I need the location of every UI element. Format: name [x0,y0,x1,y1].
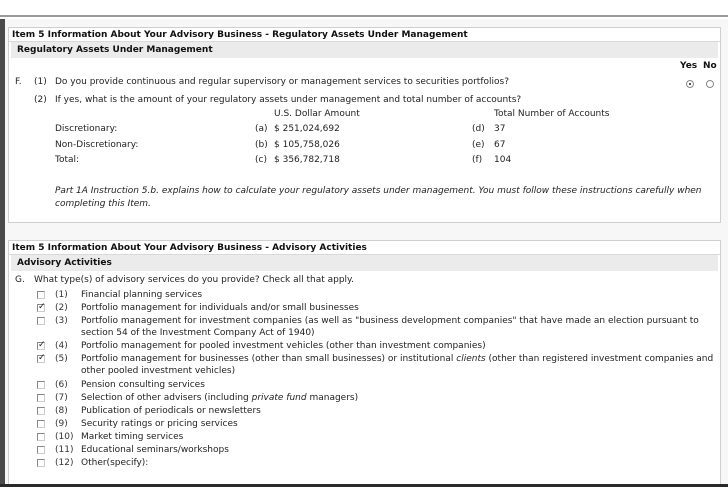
item-number: (11) [55,445,74,455]
service-checkbox[interactable] [37,394,45,402]
service-checkbox[interactable] [37,355,45,363]
item-number: (3) [55,316,68,326]
dollar-amount-header: U.S. Dollar Amount [274,109,360,119]
service-checkbox[interactable] [37,420,45,428]
item-label-emphasis: clients [456,354,486,364]
instruction-note-cont: completing this Item. [55,199,151,209]
item-number: (8) [55,406,68,416]
item-label: Financial planning services [81,290,203,300]
count-key: (f) [472,155,483,165]
amount-key: (c) [255,155,267,165]
question-2-text: If yes, what is the amount of your regulatory assets under management and total number of accounts? [55,95,522,105]
item-label: Portfolio management for pooled investment vehicles (other than investment companies) [81,341,486,351]
item-label [81,393,358,403]
yes-radio[interactable] [686,80,694,88]
item-label: Portfolio management for investment companies (as well as "business development companies" that have made an election pursuant to [81,316,699,326]
question-1-text: Do you provide continuous and regular supervisory or management services to securities portfolios? [55,77,509,87]
item-label-continuation: section 54 of the Investment Company Act of 1940) [81,328,315,338]
service-checkbox[interactable] [37,317,45,325]
amount-key: (a) [255,124,268,134]
discretionary-amount: $ 251,024,692 [274,124,340,134]
total-amount: $ 356,782,718 [274,155,340,165]
instruction-note: Part 1A Instruction 5.b. explains how to calculate your regulatory assets under management. You must follow these instructions carefully when [55,186,702,196]
item-number: (4) [55,341,68,351]
window-top-strip [0,0,728,17]
item-label-continuation: other pooled investment vehicles) [81,366,236,376]
item-number: (5) [55,354,68,364]
item-label: Security ratings or pricing services [81,419,238,429]
item-label [81,354,713,364]
question-text: What type(s) of advisory services do you provide? Check all that apply. [34,275,354,285]
item-label: Pension consulting services [81,380,205,390]
non-discretionary-amount: $ 105,758,026 [274,140,340,150]
service-checkbox[interactable] [37,342,45,350]
item-label-emphasis: private fund [251,393,307,403]
count-key: (e) [472,140,485,150]
item-label-part: managers) [306,393,359,403]
advisory-activities-panel [8,240,721,485]
row-label: Discretionary: [55,124,118,134]
row-label: Total: [55,155,80,165]
total-count: 104 [494,155,512,165]
regulatory-assets-panel [8,27,721,223]
accounts-header: Total Number of Accounts [494,109,610,119]
count-key: (d) [472,124,485,134]
non-discretionary-count: 67 [494,140,506,150]
discretionary-count: 37 [494,124,506,134]
amount-key: (b) [255,140,268,150]
question-letter: F. [15,77,22,87]
service-checkbox[interactable] [37,304,45,312]
item-label: Market timing services [81,432,184,442]
section-title: Item 5 Information About Your Advisory Business - Advisory Activities [9,241,720,255]
item-number: (1) [55,290,68,300]
item-number: (6) [55,380,68,390]
no-radio[interactable] [706,80,714,88]
service-checkbox[interactable] [37,446,45,454]
item-number: (9) [55,419,68,429]
row-label: Non-Discretionary: [55,140,139,150]
question-letter: G. [15,275,25,285]
service-checkbox[interactable] [37,291,45,299]
yes-header: Yes [680,61,698,71]
item-number: (7) [55,393,68,403]
service-checkbox[interactable] [37,459,45,467]
item-number: (10) [55,432,74,442]
service-checkbox[interactable] [37,381,45,389]
section-subtitle: Advisory Activities [11,255,718,271]
section-title: Item 5 Information About Your Advisory Business - Regulatory Assets Under Management [9,28,720,42]
item-label: Educational seminars/workshops [81,445,229,455]
item-number: (12) [55,458,74,468]
service-checkbox[interactable] [37,433,45,441]
item-label: Other(specify): [81,458,149,468]
section-subtitle: Regulatory Assets Under Management [11,42,718,58]
question-1-number: (1) [34,77,47,87]
item-label: Portfolio management for individuals and/or small businesses [81,303,359,313]
question-2-number: (2) [34,95,47,105]
service-checkbox[interactable] [37,407,45,415]
item-number: (2) [55,303,68,313]
item-label-part: Portfolio management for businesses (other than small businesses) or institutional [81,354,457,364]
item-label: Publication of periodicals or newsletters [81,406,261,416]
item-label-part: Selection of other advisers (including [81,393,252,403]
no-header: No [703,61,717,71]
item-label-part: (other than registered investment companies and [485,354,714,364]
window-bottom-edge [0,484,728,487]
